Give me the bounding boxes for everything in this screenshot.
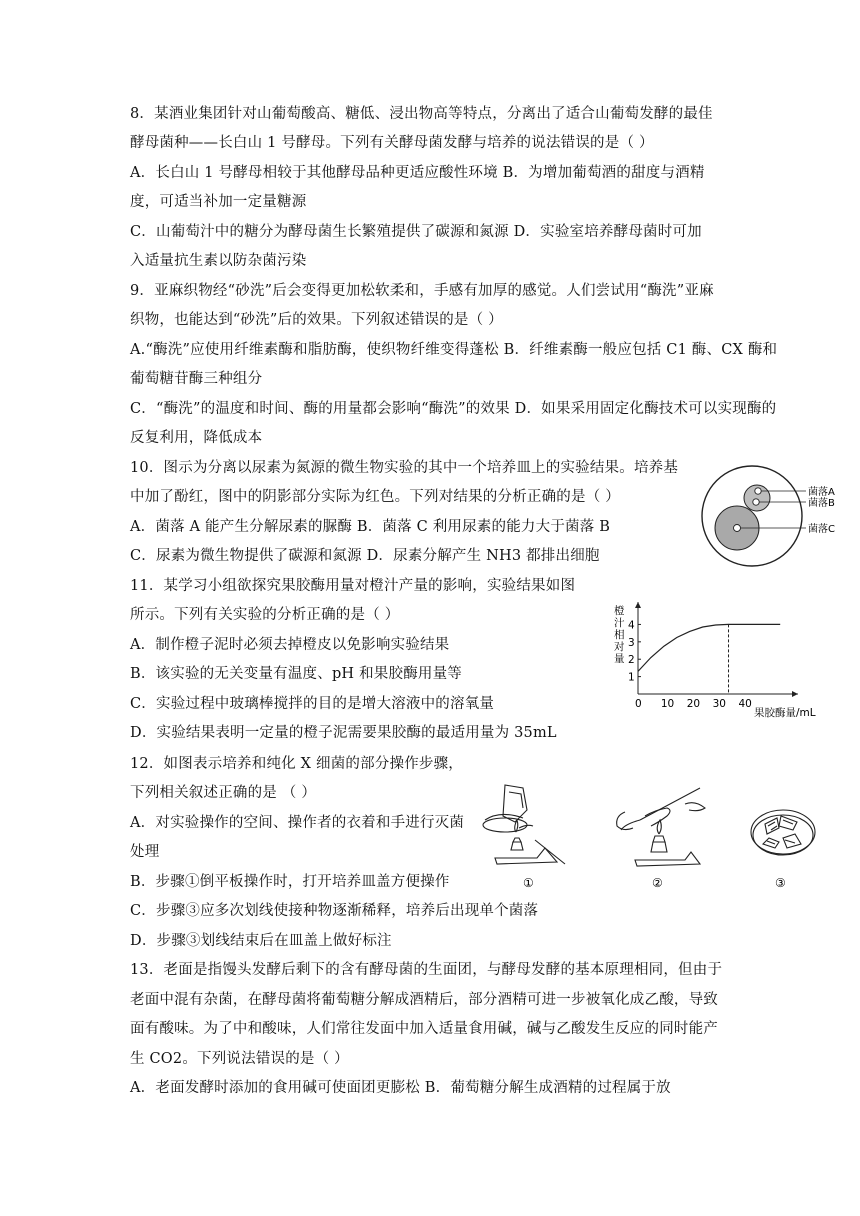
q8-option-a-b: A．长白山 1 号酵母相较于其他酵母品种更适应酸性环境 B．为增加葡萄酒的甜度与酒精 bbox=[130, 165, 705, 181]
step1-pour-plate-illustration bbox=[483, 785, 565, 864]
ylabel-char-1: 汁 bbox=[614, 617, 625, 629]
y-axis-label bbox=[614, 604, 625, 665]
q12-line-2: 下列相关叙述正确的是 （ ） bbox=[130, 785, 317, 801]
y-tick-label-1: 2 bbox=[628, 654, 635, 667]
colony-c bbox=[734, 525, 741, 532]
q10-option-a-b: A．菌落 A 能产生分解尿素的脲酶 B．菌落 C 利用尿素的能力大于菌落 B bbox=[130, 519, 611, 535]
q10-option-c-d: C．尿素为微生物提供了碳源和氮源 D．尿素分解产生 NH3 都排出细胞 bbox=[130, 548, 600, 564]
label-colony-c: 菌落C bbox=[808, 524, 835, 535]
q12-option-a: A．对实验操作的空间、操作者的衣着和手进行灭菌 bbox=[130, 815, 465, 831]
q11-line-1: 11．某学习小组欲探究果胶酶用量对橙汁产量的影响，实验结果如图 bbox=[130, 578, 576, 594]
q9-option-a-b: A.“酶洗”应使用纤维素酶和脂肪酶，使织物纤维变得蓬松 B．纤维素酶一般应包括 C1 酶、CX 酶和 bbox=[130, 342, 778, 358]
q12-option-b: B．步骤①倒平板操作时，打开培养皿盖方便操作 bbox=[130, 874, 450, 890]
step3-streak-plate-illustration bbox=[751, 810, 815, 855]
q11-option-a: A．制作橙子泥时必须去掉橙皮以免影响实验结果 bbox=[130, 637, 450, 653]
q11-line-2: 所示。下列有关实验的分析正确的是（ ） bbox=[130, 607, 400, 623]
colony-a bbox=[755, 488, 761, 494]
q13-line-3: 面有酸味。为了中和酸味，人们常往发面中加入适量食用碱，碱与乙酸发生反应的同时能产 bbox=[130, 1021, 718, 1037]
label-colony-a: 菌落A bbox=[808, 487, 835, 498]
q11-chart bbox=[606, 600, 836, 725]
y-tick-label-3: 4 bbox=[628, 619, 635, 632]
q10-petri-dish-figure bbox=[700, 458, 845, 573]
step-label-3: ③ bbox=[775, 876, 786, 890]
q12-steps-figure bbox=[475, 780, 835, 895]
x-tick-label-2: 20 bbox=[686, 698, 701, 710]
x-tick-label-0: 0 bbox=[635, 698, 642, 710]
q11-option-d: D．实验结果表明一定量的橙子泥需要果胶酶的最适用量为 35mL bbox=[130, 725, 557, 741]
series-line-0 bbox=[638, 624, 780, 671]
q10-line-2: 中加了酚红，图中的阴影部分实际为红色。下列对结果的分析正确的是（ ） bbox=[130, 489, 620, 505]
q12-option-d: D．步骤③划线结束后在皿盖上做好标注 bbox=[130, 933, 392, 949]
q11-option-b: B．该实验的无关变量有温度、pH 和果胶酶用量等 bbox=[130, 666, 462, 682]
q9-line-1: 9．亚麻织物经“砂洗”后会变得更加松软柔和，手感有加厚的感觉。人们尝试用“酶洗”亚麻 bbox=[130, 283, 714, 299]
y-tick-label-2: 3 bbox=[628, 636, 635, 649]
step-label-2: ② bbox=[652, 876, 663, 890]
q9-line-2: 织物，也能达到“砂洗”后的效果。下列叙述错误的是（ ） bbox=[130, 312, 503, 328]
q8-line-2: 酵母菌种——长白山 1 号酵母。下列有关酵母菌发酵与培养的说法错误的是（ ） bbox=[130, 135, 654, 151]
q8-option-b-cont: 度，可适当补加一定量糖源 bbox=[130, 194, 307, 210]
q8-option-c-d: C．山葡萄汁中的糖分为酵母菌生长繁殖提供了碳源和氮源 D．实验室培养酵母菌时可加 bbox=[130, 224, 702, 240]
x-axis-label: 果胶酶量/mL bbox=[754, 707, 816, 719]
x-tick-label-1: 10 bbox=[660, 698, 675, 710]
q9-option-d-cont: 反复利用，降低成本 bbox=[130, 430, 263, 446]
q11-option-c: C．实验过程中玻璃棒搅拌的目的是增大溶液中的溶氧量 bbox=[130, 696, 495, 712]
q13-option-a-b: A．老面发酵时添加的食用碱可使面团更膨松 B．葡萄糖分解生成酒精的过程属于放 bbox=[130, 1080, 671, 1096]
y-axis-arrow bbox=[635, 602, 641, 608]
x-tick-label-3: 30 bbox=[712, 698, 726, 710]
q13-line-1: 13．老面是指馒头发酵后剩下的含有酵母菌的生面团，与酵母发酵的基本原理相同，但由于 bbox=[130, 962, 723, 978]
step2-inoculating-loop-illustration bbox=[617, 788, 705, 866]
q12-line-1: 12．如图表示培养和纯化 X 细菌的部分操作步骤， bbox=[130, 756, 463, 772]
q13-line-2: 老面中混有杂菌，在酵母菌将葡萄糖分解成酒精后，部分酒精可进一步被氧化成乙酸，导致 bbox=[130, 992, 718, 1008]
q12-option-a-cont: 处理 bbox=[130, 844, 160, 860]
y-tick-label-0: 1 bbox=[628, 671, 635, 684]
label-colony-b: 菌落B bbox=[808, 498, 835, 509]
q10-line-1: 10．图示为分离以尿素为氮源的微生物实验的其中一个培养皿上的实验结果。培养基 bbox=[130, 460, 679, 476]
colony-b bbox=[753, 499, 759, 505]
x-tick-label-4: 40 bbox=[738, 698, 752, 710]
q12-option-c: C．步骤③应多次划线使接种物逐渐稀释，培养后出现单个菌落 bbox=[130, 903, 539, 919]
ylabel-char-4: 量 bbox=[614, 653, 625, 665]
ylabel-char-3: 对 bbox=[614, 641, 625, 653]
ylabel-char-0: 橙 bbox=[614, 605, 625, 617]
x-axis-arrow bbox=[792, 691, 798, 697]
ylabel-char-2: 相 bbox=[614, 629, 625, 641]
step-label-1: ① bbox=[523, 876, 534, 890]
q9-option-b-cont: 葡萄糖苷酶三种组分 bbox=[130, 371, 263, 387]
q9-option-c-d: C．“酶洗”的温度和时间、酶的用量都会影响“酶洗”的效果 D．如果采用固定化酶技术可以实现酶的 bbox=[130, 401, 777, 417]
q13-line-4: 生 CO2。下列说法错误的是（ ） bbox=[130, 1051, 349, 1067]
q8-line-1: 8．某酒业集团针对山葡萄酸高、糖低、浸出物高等特点，分离出了适合山葡萄发酵的最佳 bbox=[130, 106, 713, 122]
q8-option-d-cont: 入适量抗生素以防杂菌污染 bbox=[130, 253, 307, 269]
